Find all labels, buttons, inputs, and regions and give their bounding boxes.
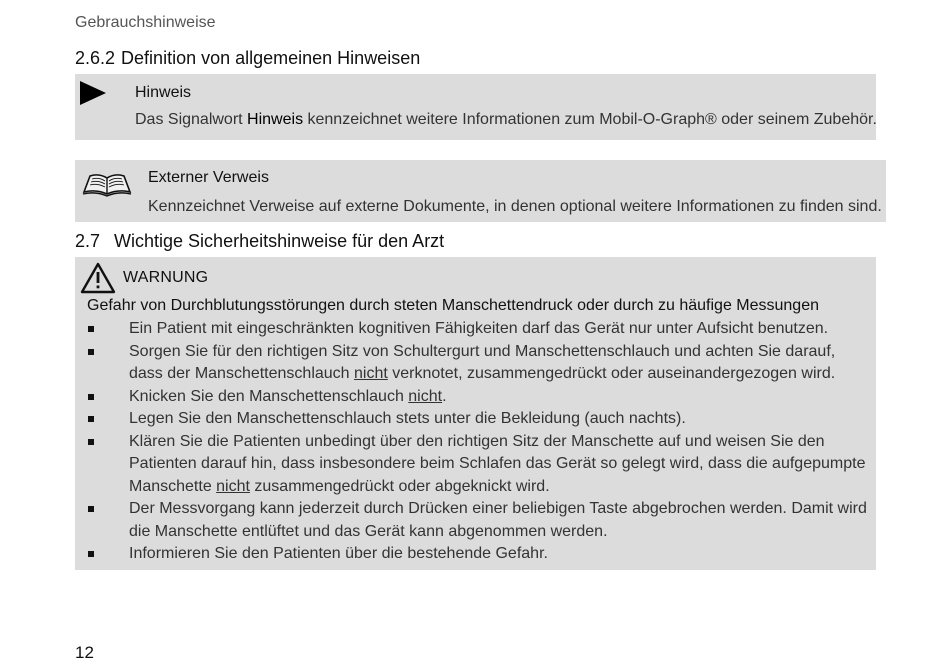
hint-text-part: Das Signalwort	[135, 111, 248, 128]
emphasis-nicht: nicht	[408, 387, 443, 405]
warning-label: WARNUNG	[123, 269, 209, 286]
warning-triangle-icon	[80, 261, 116, 295]
item-text: verknotet, zusammengedrückt oder auseinandergezogen wird.	[387, 365, 836, 382]
warning-list	[87, 318, 872, 566]
bullet-square-icon	[88, 551, 94, 557]
hint-text	[135, 111, 877, 129]
warning-heading: Gefahr von Durchblutungsstörungen durch steten Manschettendruck oder durch zu häufige Messungen	[87, 297, 819, 314]
page-number: 12	[75, 643, 94, 662]
section-title: Definition von allgemeinen Hinweisen	[121, 48, 421, 68]
item-text: zusammengedrückt oder abgeknickt wird.	[249, 477, 550, 495]
section-number: 2.6.2	[75, 48, 116, 68]
list-item	[87, 408, 872, 431]
list-item	[87, 318, 872, 341]
list-item	[87, 543, 872, 566]
item-text: Knicken Sie den Manschettenschlauch	[129, 387, 409, 405]
section-title: Wichtige Sicherheitshinweise für den Arzt	[114, 231, 445, 251]
item-text: Klären Sie die Patienten unbedingt über den richtigen Sitz der Manschette auf und weisen Sie den Patienten darauf hin, dass insbesondere beim Schlafen das Gerät so gelegt wird, dass die aufgepumpte Manschette	[129, 432, 866, 495]
list-item	[87, 431, 872, 499]
list-item	[87, 386, 872, 409]
item-text: Informieren Sie den Patienten über die bestehende Gefahr.	[129, 545, 548, 562]
section-number: 2.7	[75, 231, 101, 251]
emphasis-nicht: nicht	[216, 477, 250, 495]
bullet-square-icon	[88, 416, 94, 422]
item-text: Der Messvorgang kann jederzeit durch Drücken einer beliebigen Taste abgebrochen werden. Damit wird die Manschette entlüftet und das Gerät kann abgenommen werden.	[129, 500, 867, 540]
warning-box	[75, 257, 876, 570]
list-item	[87, 498, 872, 543]
bullet-square-icon	[88, 394, 94, 400]
item-text: .	[442, 387, 447, 405]
hint-title: Hinweis	[135, 84, 192, 101]
item-text: Legen Sie den Manschettenschlauch stets unter die Bekleidung (auch nachts).	[129, 410, 686, 427]
section-heading-2-6-2	[75, 48, 420, 69]
running-head: Gebrauchshinweise	[75, 14, 216, 31]
hint-text-part: kennzeichnet weitere Informationen zum Mobil-O-Graph® oder seinem Zubehör.	[303, 111, 877, 128]
bullet-square-icon	[88, 326, 94, 332]
hint-signal-word: Hinweis	[247, 111, 304, 128]
bullet-square-icon	[88, 439, 94, 445]
play-arrow-icon	[80, 81, 106, 105]
external-reference-title: Externer Verweis	[148, 169, 269, 186]
item-text: Sorgen Sie für den richtigen Sitz von Schultergurt und Manschettenschlauch und achten Sie darauf, dass der Manschettenschlauch	[129, 342, 836, 382]
open-book-icon	[82, 170, 132, 198]
external-reference-text: Kennzeichnet Verweise auf externe Dokumente, in denen optional weitere Informationen zu finden sind.	[148, 198, 882, 215]
bullet-square-icon	[88, 506, 94, 512]
hint-box	[75, 74, 876, 140]
item-text: Ein Patient mit eingeschränkten kognitiven Fähigkeiten darf das Gerät nur unter Aufsicht benutzen.	[129, 320, 829, 337]
list-item	[87, 341, 872, 386]
section-heading-2-7	[75, 231, 444, 252]
emphasis-nicht: nicht	[354, 365, 388, 382]
external-reference-box	[75, 160, 886, 222]
bullet-square-icon	[88, 349, 94, 355]
